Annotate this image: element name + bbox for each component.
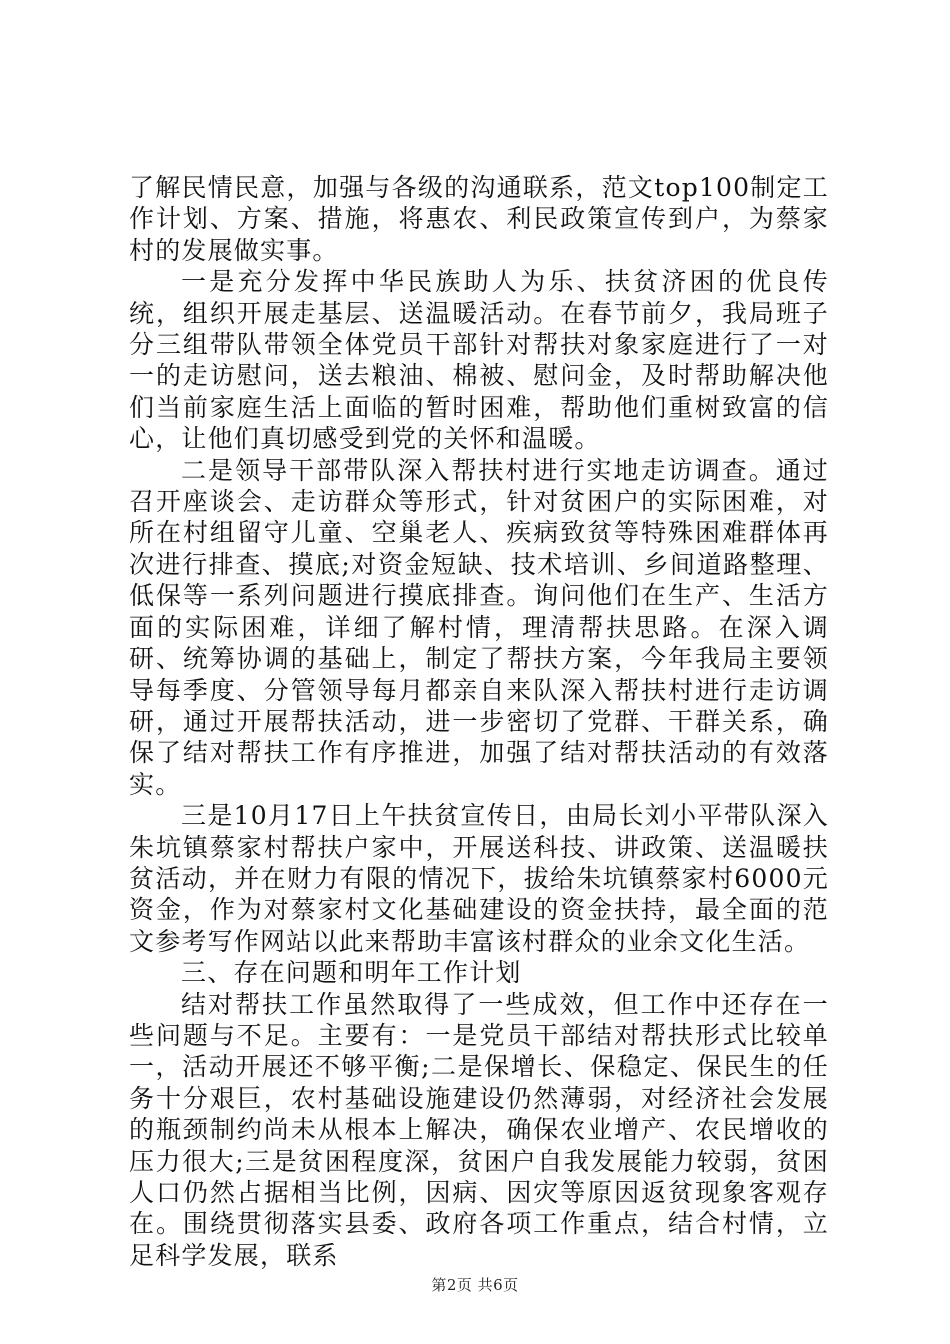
paragraph-third-point: 三是10月17日上午扶贫宣传日，由局长刘小平带队深入朱坑镇蔡家村帮扶户家中，开展送科技、讲政策、送温暖扶贫活动，并在财力有限的情况下，拔给朱坑镇蔡家村6000元资金，作为对蔡家村文化基础建设的资金扶持，最全面的范文参考写作网站以此来帮助丰富该村群众的业余文化生活。 xyxy=(129,801,829,956)
paragraph-problems: 结对帮扶工作虽然取得了一些成效，但工作中还存在一些问题与不足。主要有：一是党员干部结对帮扶形式比较单一，活动开展还不够平衡;二是保增长、保稳定、保民生的任务十分艰巨，农村基础设施建设仍然薄弱，对经济社会发展的瓶颈制约尚未从根本上解决，确保农业增产、农民增收的压力很大;三是贫困程度深，贫困户自我发展能力较弱，贫困人口仍然占据相当比例，因病、因灾等原因返贫现象客观存在。围绕贯彻落实县委、政府各项工作重点，结合村情，立足科学发展，联系 xyxy=(129,989,829,1270)
document-body xyxy=(129,172,829,1271)
page-number-footer: 第2页 共6页 xyxy=(431,1276,519,1294)
paragraph-first-point: 一是充分发挥中华民族助人为乐、扶贫济困的优良传统，组织开展走基层、送温暖活动。在春节前夕，我局班子分三组带队带领全体党员干部针对帮扶对象家庭进行了一对一的走访慰问，送去粮油、棉被、慰问金，及时帮助解决他们当前家庭生活上面临的暂时困难，帮助他们重树致富的信心，让他们真切感受到党的关怀和温暖。 xyxy=(129,267,829,454)
paragraph-continuation: 了解民情民意，加强与各级的沟通联系，范文top100制定工作计划、方案、措施，将惠农、利民政策宣传到户，为蔡家村的发展做实事。 xyxy=(129,173,829,265)
section-heading: 三、存在问题和明年工作计划 xyxy=(181,958,522,988)
paragraph-second-point: 二是领导干部带队深入帮扶村进行实地走访调查。通过召开座谈会、走访群众等形式，针对贫困户的实际困难，对所在村组留守儿童、空巢老人、疾病致贫等特殊困难群体再次进行排查、摸底;对资金短缺、技术培训、乡间道路整理、低保等一系列问题进行摸底排查。询问他们在生产、生活方面的实际困难，详细了解村情，理清帮扶思路。在深入调研、统筹协调的基础上，制定了帮扶方案，今年我局主要领导每季度、分管领导每月都亲自来队深入帮扶村进行走访调研，通过开展帮扶活动，进一步密切了党群、干群关系，确保了结对帮扶工作有序推进，加强了结对帮扶活动的有效落实。 xyxy=(129,455,829,799)
